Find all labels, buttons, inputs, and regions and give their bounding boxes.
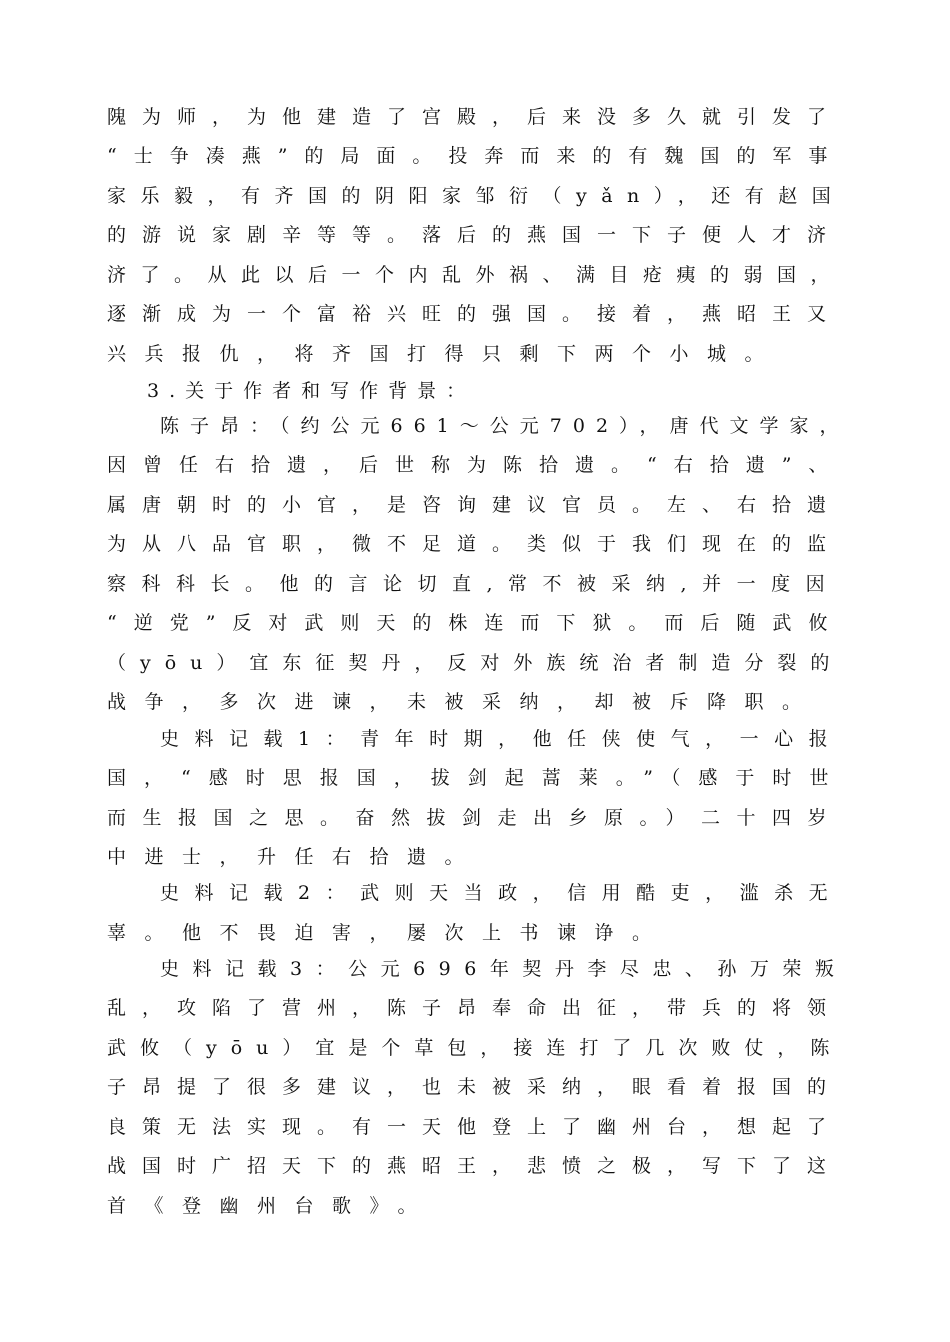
section-heading: 3.关于作者和写作背景： bbox=[147, 380, 476, 402]
text-line: 陈子昂：（约公元661～公元702），唐代文学家， bbox=[160, 415, 850, 437]
text-line: 家乐毅，有齐国的阴阳家邹衍（yǎn），还有赵国 bbox=[107, 185, 846, 207]
text-line: 辜。他不畏迫害，屡次上书谏诤。 bbox=[107, 922, 670, 944]
text-line: 为从八品官职，微不足道。类似于我们现在的监 bbox=[107, 533, 843, 555]
text-line: 济了。从此以后一个内乱外祸、满目疮痍的弱国， bbox=[107, 264, 845, 286]
text-line: 良策无法实现。有一天他登上了幽州台，想起了 bbox=[107, 1116, 843, 1138]
text-line: 史料记载3：公元696年契丹李尽忠、孙万荣叛 bbox=[160, 958, 848, 980]
text-line: 逐渐成为一个富裕兴旺的强国。接着，燕昭王又 bbox=[107, 303, 843, 325]
text-line: 而生报国之思。奋然拔剑走出乡原。）二十四岁 bbox=[107, 807, 844, 829]
text-line: 武攸（yōu）宜是个草包，接连打了几次败仗，陈 bbox=[107, 1037, 844, 1059]
text-line: 隗为师，为他建造了宫殿，后来没多久就引发了 bbox=[107, 106, 843, 128]
text-line: 的游说家剧辛等等。落后的燕国一下子便人才济 bbox=[107, 224, 843, 246]
text-line: “士争凑燕”的局面。投奔而来的有魏国的军事 bbox=[107, 145, 845, 167]
text-line: 国，“感时思报国，拔剑起蒿莱。”（感于时世 bbox=[107, 767, 847, 789]
text-line: 战争，多次进谏，未被采纳，却被斥降职。 bbox=[107, 691, 820, 713]
text-line: 战国时广招天下的燕昭王，悲愤之极，写下了这 bbox=[107, 1155, 843, 1177]
text-line: 乱，攻陷了营州，陈子昂奉命出征，带兵的将领 bbox=[107, 997, 843, 1019]
text-line: 史料记载1：青年时期，他任侠使气，一心报 bbox=[160, 728, 844, 750]
text-line: 首《登幽州台歌》。 bbox=[107, 1195, 436, 1217]
text-line: 子昂提了很多建议，也未被采纳，眼看着报国的 bbox=[107, 1076, 843, 1098]
text-line: 中进士，升任右拾遗。 bbox=[107, 846, 483, 868]
text-line: 史料记载2：武则天当政，信用酷吏，滥杀无 bbox=[160, 882, 844, 904]
text-line: （yōu）宜东征契丹，反对外族统治者制造分裂的 bbox=[107, 652, 844, 674]
text-line: 兴兵报仇，将齐国打得只剩下两个小城。 bbox=[107, 343, 783, 365]
text-line: 因曾任右拾遗，后世称为陈拾遗。“右拾遗”、 bbox=[107, 454, 845, 476]
text-line: 属唐朝时的小官，是咨询建议官员。左、右拾遗 bbox=[107, 494, 843, 516]
text-line: “逆党”反对武则天的株连而下狱。而后随武攸 bbox=[107, 612, 845, 634]
text-line: 察科科长。他的言论切直,常不被采纳,并一度因 bbox=[107, 573, 841, 595]
